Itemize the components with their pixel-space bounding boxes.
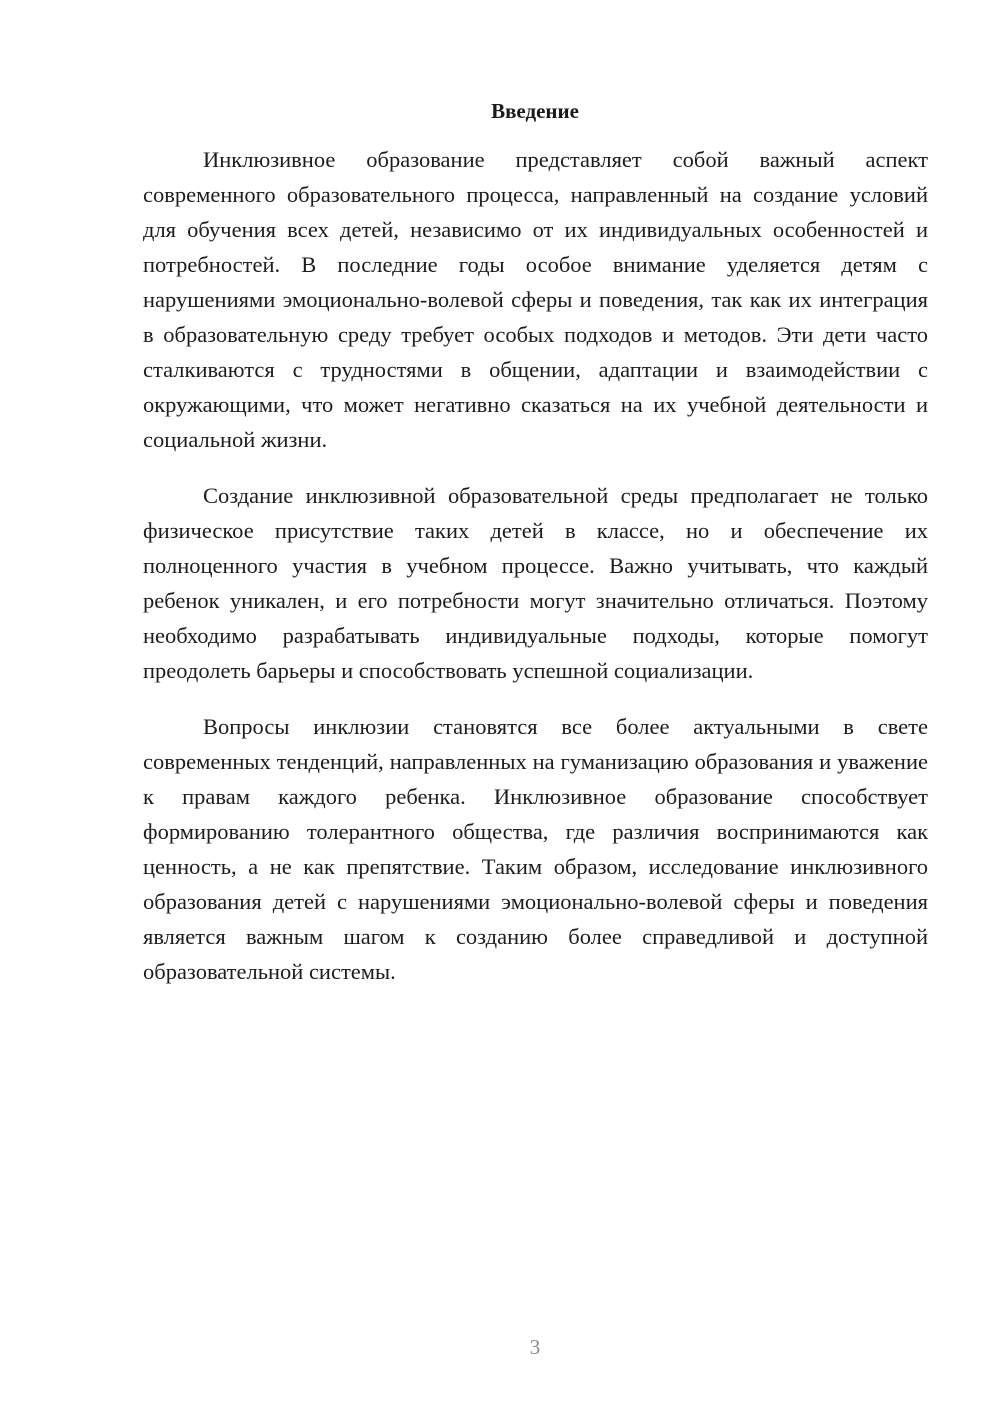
page-number: 3: [529, 1335, 541, 1359]
paragraph-3: Вопросы инклюзии становятся все более актуальными в свете современных тенденций, направленных на гуманизацию образования и уважение к правам каждого ребенка. Инклюзивное образование способствует формированию толерантного общества, где различия воспринимаются как ценность, а не как препятствие. Таким образом, исследование инклюзивного образования детей с нарушениями эмоционально-волевой сферы и поведения является важным шагом к созданию более справедливой и доступной образовательной системы.: [143, 714, 928, 984]
body-text: [143, 142, 928, 1010]
paragraph-1: Инклюзивное образование представляет собой важный аспект современного образовательного процесса, направленный на создание условий для обучения всех детей, независимо от их индивидуальных особенностей и потребностей. В последние годы особое внимание уделяется детям с нарушениями эмоционально-волевой сферы и поведения, так как их интеграция в образовательную среду требует особых подходов и методов. Эти дети часто сталкиваются с трудностями в общении, адаптации и взаимодействии с окружающими, что может негативно сказаться на их учебной деятельности и социальной жизни.: [143, 147, 928, 452]
section-heading: Введение: [491, 99, 579, 123]
paragraph-2: Создание инклюзивной образовательной среды предполагает не только физическое присутствие таких детей в классе, но и обеспечение их полноценного участия в учебном процессе. Важно учитывать, что каждый ребенок уникален, и его потребности могут значительно отличаться. Поэтому необходимо разрабатывать индивидуальные подходы, которые помогут преодолеть барьеры и способствовать успешной социализации.: [143, 483, 928, 683]
